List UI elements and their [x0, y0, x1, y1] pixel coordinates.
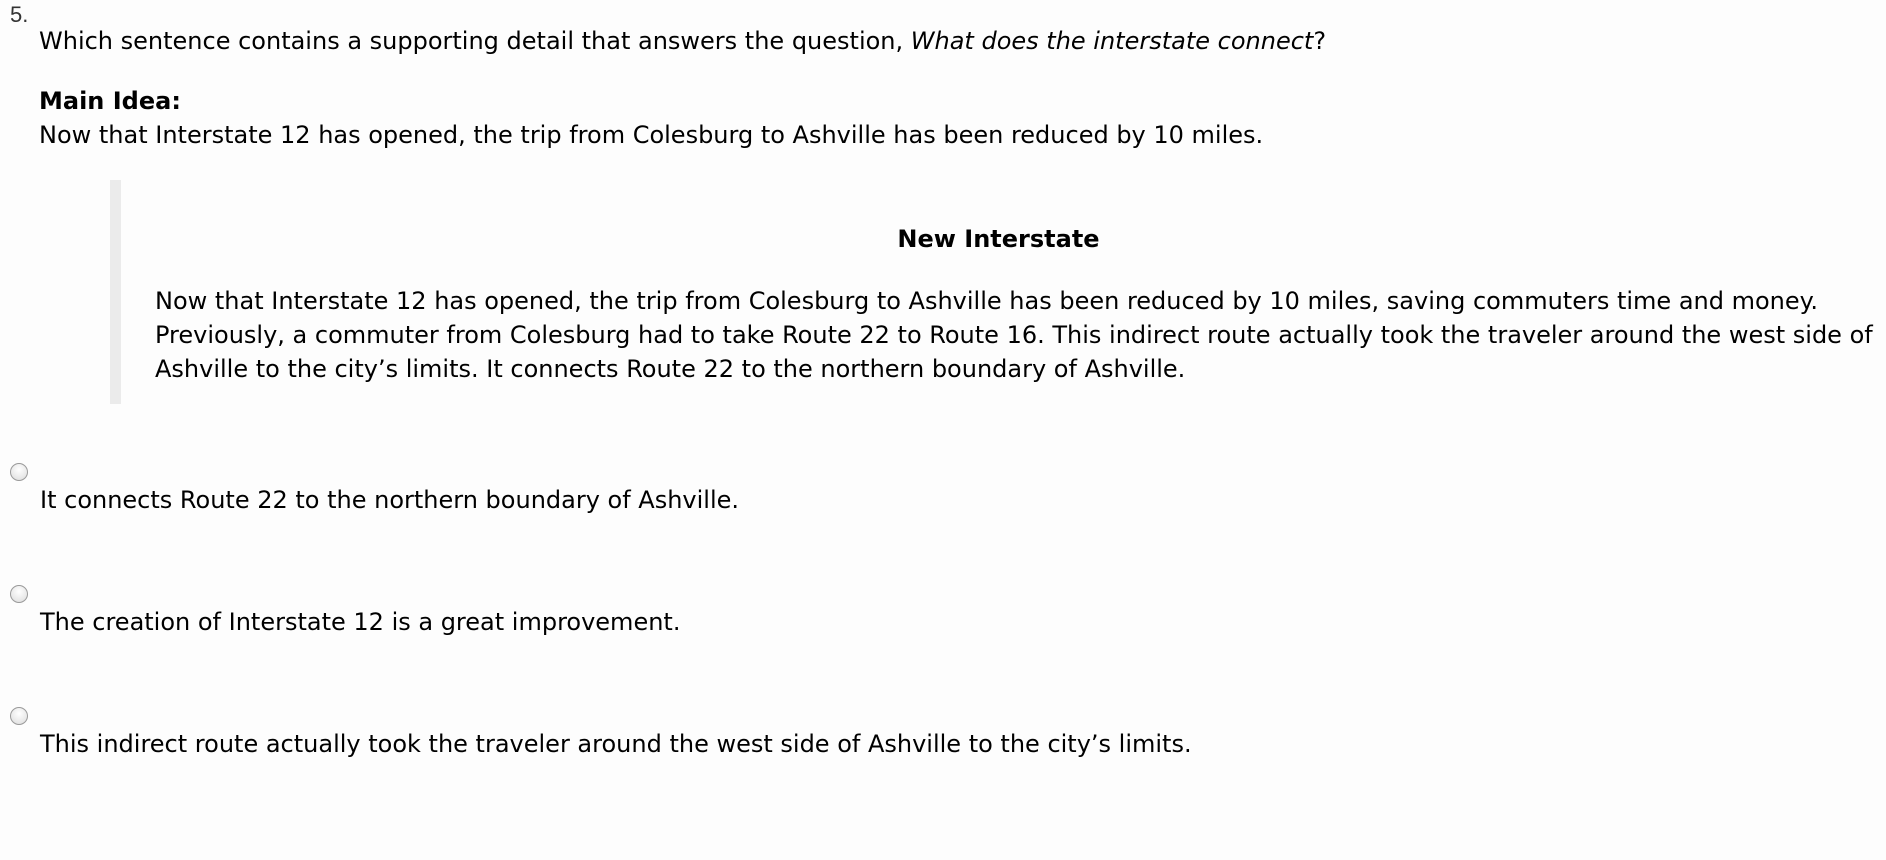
question-stem-italic: What does the interstate connect: [910, 27, 1314, 55]
answer-option-3[interactable]: [10, 707, 1310, 767]
question-stem: [39, 26, 1326, 56]
passage-body: Now that Interstate 12 has opened, the trip from Colesburg to Ashville has been reduced by 10 miles, saving commuters time and money. Previously, a commuter from Colesburg had to take Route 22 to Route 16. This indirect route actually took the traveler around the west side of Ashville to the city’s limits. It connects Route 22 to the northern boundary of Ashville.: [155, 287, 1873, 383]
main-idea-text: Now that Interstate 12 has opened, the trip from Colesburg to Ashville has been reduced by 10 miles.: [39, 121, 1264, 149]
radio-button-3[interactable]: [10, 707, 28, 725]
question-stem-suffix: ?: [1313, 27, 1327, 55]
passage-title: New Interstate: [897, 225, 1100, 253]
radio-button-2[interactable]: [10, 585, 28, 603]
passage-blockquote: [110, 180, 1876, 404]
question-number: 5.: [10, 2, 29, 27]
answer-option-2[interactable]: [10, 585, 1310, 645]
main-idea-label: Main Idea:: [39, 87, 181, 115]
passage-side-bar: [110, 180, 121, 404]
answer-option-1[interactable]: [10, 463, 1310, 523]
answer-option-label[interactable]: It connects Route 22 to the northern boundary of Ashville.: [40, 486, 740, 514]
answer-option-label[interactable]: The creation of Interstate 12 is a great improvement.: [40, 608, 681, 636]
question-stem-prefix: Which sentence contains a supporting detail that answers the question,: [39, 27, 911, 55]
answer-option-label[interactable]: This indirect route actually took the traveler around the west side of Ashville to the city’s limits.: [40, 730, 1192, 758]
radio-button-1[interactable]: [10, 463, 28, 481]
